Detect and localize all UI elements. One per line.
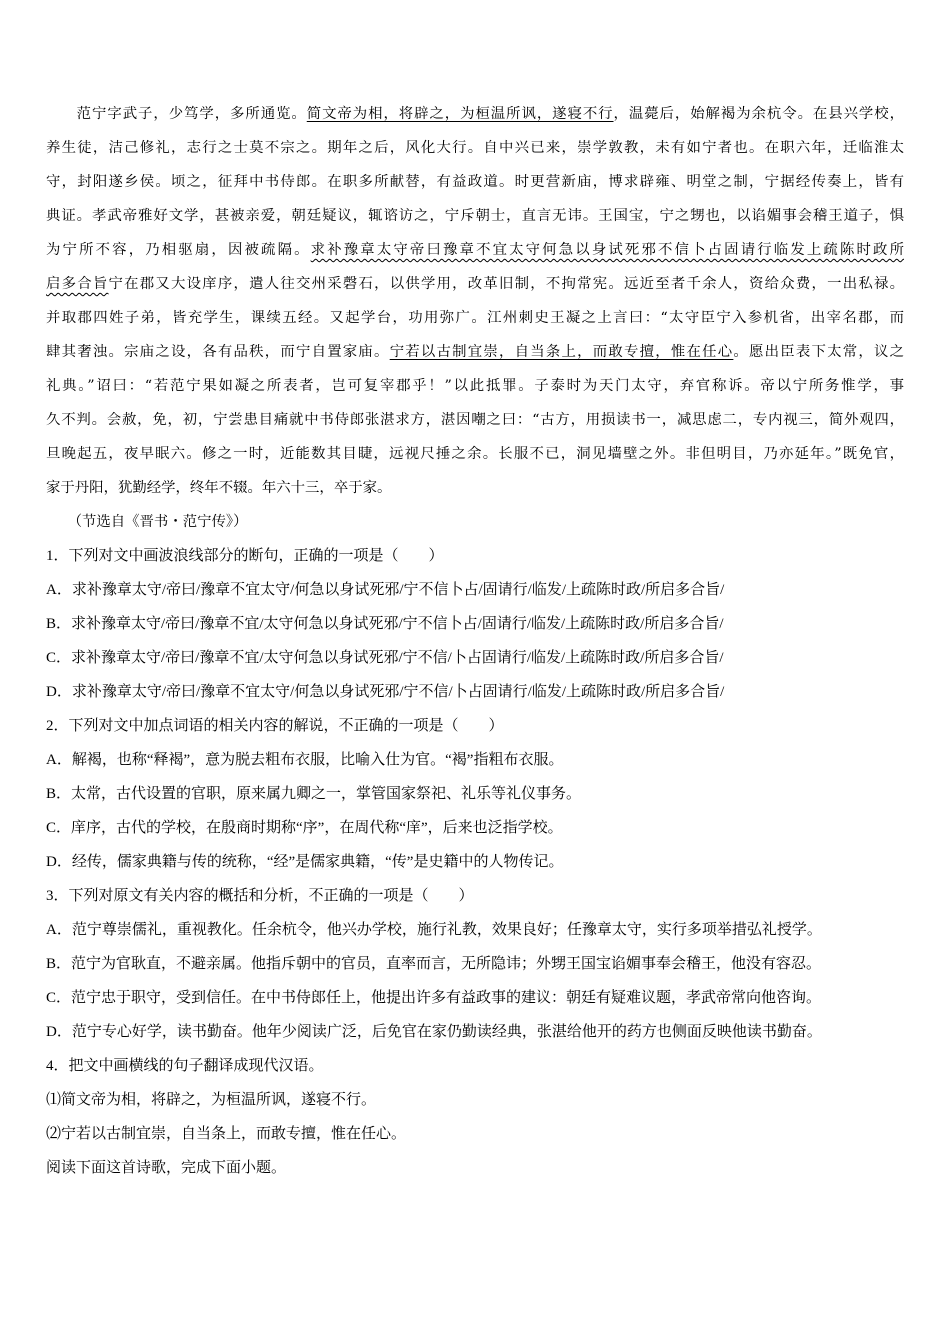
q3-option-d: D．范宁专心好学，读书勤奋。他年少阅读广泛，后免官在家仍勤读经典，张湛给他开的药方也侧面反映他读书勤奋。 <box>46 1024 822 1040</box>
q1-stem: 1．下列对文中画波浪线部分的断句，正确的一项是（ ） <box>46 548 444 564</box>
passage-line-4: 典证。孝武帝雅好文学，甚被亲爱，朝廷疑议，辄谘访之，宁斥朝士，直言无讳。王国宝，宁之甥也，以谄媚事会稽王道子，惧 <box>46 208 904 224</box>
q1-option-b: B．求补豫章太守/帝曰/豫章不宜/太守何急以身试死邪/宁不信卜占/固请行/临发/上疏陈时政/所启多合旨/ <box>46 616 724 632</box>
q1-option-d: D．求补豫章太守/帝曰/豫章不宜太守/何急以身试死邪/宁不信/卜占固请行/临发/上疏陈时政/所启多合旨/ <box>46 684 725 700</box>
passage-line-11: 旦晚起五，夜早眠六。修之一时，近能数其目睫，远视尺捶之余。长服不已，洞见墙壁之外。非但明目，乃亦延年。”既免官， <box>46 446 904 462</box>
passage-line-12: 家于丹阳，犹勤经学，终年不辍。年六十三，卒于家。 <box>46 480 392 496</box>
wavy-underlined-text: 求补豫章太守帝曰豫章不宜太守何急以身试死邪不信卜占固请行临发上疏陈时政所 <box>310 242 904 258</box>
text-span: 。愿出臣表下太常，议之 <box>733 344 904 360</box>
wavy-underlined-text: 启多合旨 <box>46 276 109 292</box>
q3-option-c: C．范宁忠于职守，受到信任。在中书侍郎任上，他提出许多有益政事的建议：朝廷有疑难议题，孝武帝常向他咨询。 <box>46 990 822 1006</box>
q4-sentence-2: ⑵宁若以古制宜崇，自当条上，而敢专擅，惟在任心。 <box>46 1126 407 1142</box>
passage-line-1 <box>46 102 904 123</box>
q3-option-b: B．范宁为官耿直，不避亲属。他指斥朝中的官员，直率而言，无所隐讳；外甥王国宝谄媚事奉会稽王，他没有容忍。 <box>46 956 822 972</box>
q3-option-a: A．范宁尊崇儒礼，重视教化。任余杭令，他兴办学校，施行礼教，效果良好；任豫章太守，实行多项举措弘礼授学。 <box>46 922 822 938</box>
q2-option-b: B．太常，古代设置的官职，原来属九卿之一，掌管国家祭祀、礼乐等礼仪事务。 <box>46 786 582 802</box>
underlined-sentence-1: 简文帝为相，将辟之，为桓温所讽，遂寝不行 <box>306 106 614 122</box>
text-span: 为宁所不容，乃相驱扇，因被疏隔。 <box>46 242 311 258</box>
q2-option-d: D．经传，儒家典籍与传的统称，“经”是儒家典籍，“传”是史籍中的人物传记。 <box>46 854 564 870</box>
passage-line-8 <box>46 340 904 361</box>
passage-line-7: 并取郡四姓子弟，皆充学生，课续五经。又起学台，功用弥广。江州刺史王凝之上言曰：“太守臣宁入参机省，出宰名郡，而 <box>46 310 904 326</box>
passage-line-10: 久不判。会赦，免，初，宁尝患目痛就中书侍郎张湛求方，湛因嘲之曰：“古方，用损读书一，减思虑二，专内视三，简外观四， <box>46 412 904 428</box>
text-span: ，温薨后，始解褐为余杭令。在县兴学校， <box>613 106 904 122</box>
q4-stem: 4．把文中画横线的句子翻译成现代汉语。 <box>46 1058 324 1074</box>
q2-option-a: A．解褐，也称“释褐”，意为脱去粗布衣服，比喻入仕为官。“褐”指粗布衣服。 <box>46 752 564 768</box>
q2-stem: 2．下列对文中加点词语的相关内容的解说，不正确的一项是（ ） <box>46 718 504 734</box>
underlined-sentence-2: 宁若以古制宜崇，自当条上，而敢专擅，惟在任心 <box>389 344 734 360</box>
next-section-prompt: 阅读下面这首诗歌，完成下面小题。 <box>46 1160 287 1176</box>
text-span: 肆其奢浊。宗庙之设，各有品秩，而宁自置家庙。 <box>46 344 390 360</box>
passage-line-3: 守，封阳遂乡侯。顷之，征拜中书侍郎。在职多所献替，有益政道。时更营新庙，博求辟雍、明堂之制，宁据经传奏上，皆有 <box>46 174 904 190</box>
passage-source: （节选自《晋书・范宁传》） <box>46 514 248 530</box>
q1-option-c: C．求补豫章太守/帝曰/豫章不宜/太守何急以身试死邪/宁不信/卜占固请行/临发/上疏陈时政/所启多合旨/ <box>46 650 724 666</box>
q3-stem: 3．下列对原文有关内容的概括和分析，不正确的一项是（ ） <box>46 888 474 904</box>
q2-option-c: C．庠序，古代的学校，在殷商时期称“序”，在周代称“庠”，后来也泛指学校。 <box>46 820 563 836</box>
passage-line-2: 养生徒，洁己修礼，志行之士莫不宗之。期年之后，风化大行。自中兴已来，崇学敦教，未有如宁者也。在职六年，迁临淮太 <box>46 140 904 156</box>
q4-sentence-1: ⑴简文帝为相，将辟之，为桓温所讽，遂寝不行。 <box>46 1092 377 1108</box>
passage-line-9: 礼典。”诏曰：“若范宁果如凝之所表者，岂可复宰郡乎！”以此抵罪。子泰时为天门太守，弃官称诉。帝以宁所务惟学，事 <box>46 378 904 394</box>
passage-line-6 <box>46 272 904 293</box>
passage-line-5 <box>46 238 904 259</box>
q1-option-a: A．求补豫章太守/帝曰/豫章不宜太守/何急以身试死邪/宁不信卜占/固请行/临发/上疏陈时政/所启多合旨/ <box>46 582 725 598</box>
text-span: 范宁字武子，少笃学，多所通览。 <box>46 106 307 122</box>
text-span: 宁在郡又大设庠序，遣人往交州采磬石，以供学用，改革旧制，不拘常宪。远近至者千余人，资给众费，一出私禄。 <box>108 276 904 292</box>
